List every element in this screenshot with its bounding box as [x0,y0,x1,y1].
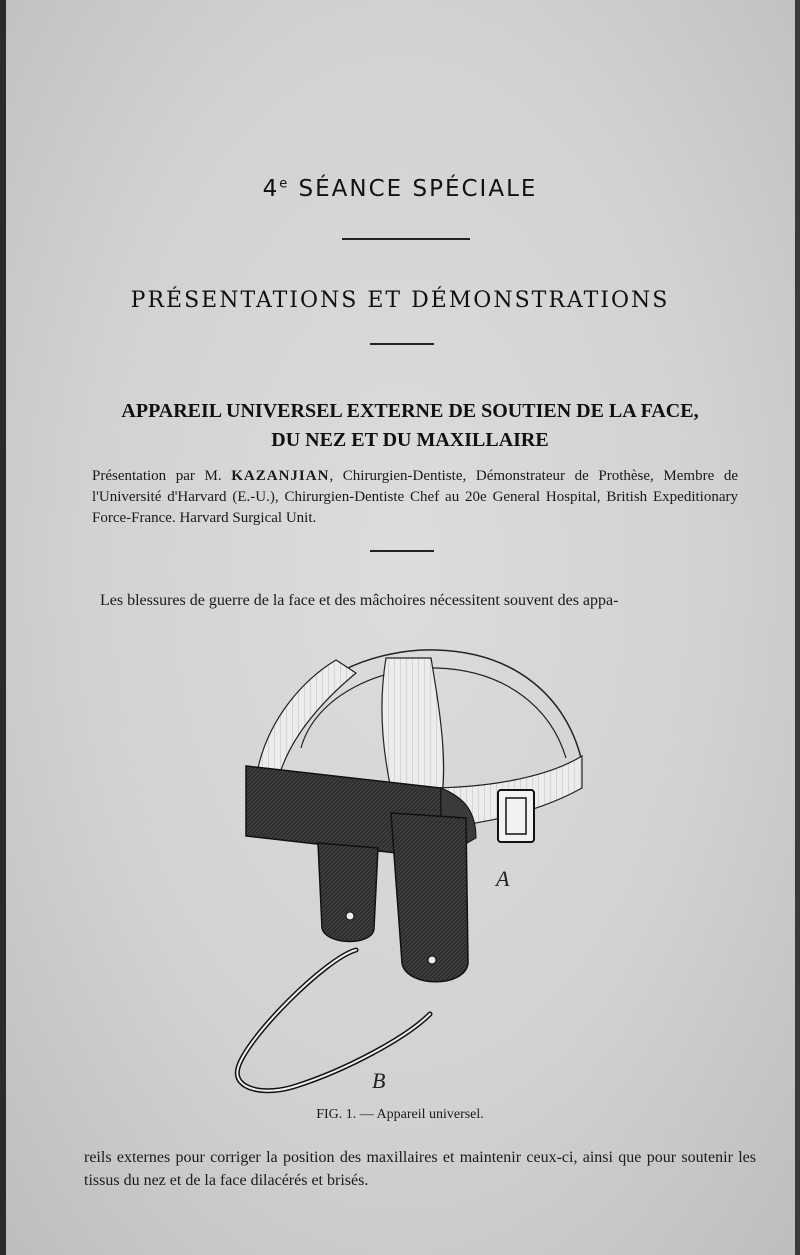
figure-appliance [226,638,596,1098]
wire-hook [237,950,430,1091]
session-ordinal-suffix: e [279,176,290,192]
divider-2 [370,343,434,345]
tab-left-hole [346,912,354,920]
figure-caption: FIG. 1. — Appareil universel. [316,1107,484,1122]
tab-left [318,843,378,942]
presenter-info [92,466,738,529]
figure-label-a: A [496,866,510,891]
divider-1 [342,238,470,240]
session-title-text: SÉANCE SPÉCIALE [298,176,538,202]
article-title-line1: APPAREIL UNIVERSEL EXTERNE DE SOUTIEN DE LA FACE, [121,400,699,422]
presenter-prefix: Présentation par M. [92,468,222,484]
section-title: PRÉSENTATIONS ET DÉMONSTRATIONS [130,288,670,313]
session-title [0,176,800,202]
tab-right-hole [428,956,436,964]
presenter-name: KAZANJIAN [231,468,330,484]
figure-label-b: B [372,1068,386,1093]
body-paragraph-2: reils externes pour corriger la position des maxillaires et maintenir ceux-ci, ainsi que pour soutenir les tissus du nez et de la face dilacérés et brisés. [84,1149,756,1189]
body-paragraph-1: Les blessures de guerre de la face et des mâchoires nécessitent souvent des appa- [100,592,619,609]
session-ordinal: 4 [262,176,280,202]
divider-3 [370,550,434,552]
presenter-details: , Chirurgien-Dentiste, Démonstrateur de Prothèse, Membre de l'Université d'Harvard (E.-U.), Chirurgien-Dentiste Chef au 20e General Hospital, British Expeditionary Force-France. Harvard Surgical Unit. [92,468,739,526]
article-title [60,397,760,455]
article-title-line2: DU NEZ ET DU MAXILLAIRE [271,429,549,451]
appliance-illustration [226,638,596,1098]
